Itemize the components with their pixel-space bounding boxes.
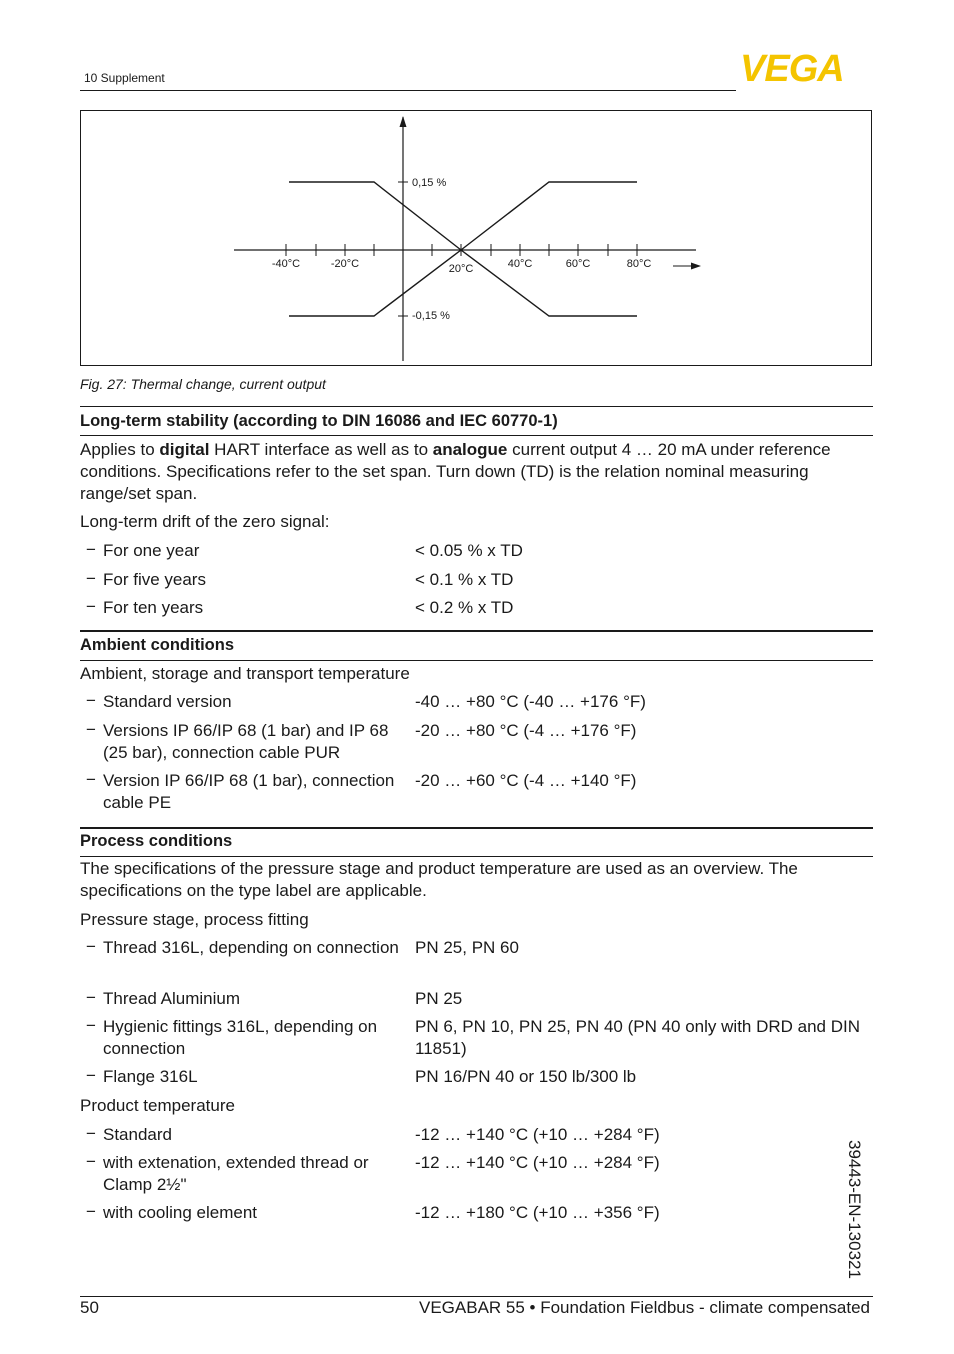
footer-divider xyxy=(80,1296,873,1297)
y-axis-arrow xyxy=(400,116,407,127)
row-value: -20 … +80 °C (-4 … +176 °F) xyxy=(415,721,637,740)
intro-run: digital xyxy=(159,440,210,459)
list-dash: − xyxy=(86,770,96,789)
list-dash: − xyxy=(86,988,96,1007)
intro-run: HART interface as well as to xyxy=(209,440,433,459)
vega-logo xyxy=(740,50,872,89)
x-label-minus20: -20°C xyxy=(330,258,360,270)
row-value: PN 6, PN 10, PN 25, PN 40 (PN 40 only with DRD and DIN 11851) xyxy=(415,1017,861,1058)
row-label: For one year xyxy=(103,541,200,560)
list-dash: − xyxy=(86,1152,96,1171)
row-value: PN 25, PN 60 xyxy=(415,938,519,957)
list-dash: − xyxy=(86,1202,96,1221)
list-dash: − xyxy=(86,597,96,616)
row-label: Versions IP 66/IP 68 (1 bar) and IP 68 (25 bar), connection cable PUR xyxy=(103,721,389,762)
section-rule xyxy=(80,435,873,436)
list-dash: − xyxy=(86,1016,96,1035)
row-label: Standard xyxy=(103,1125,172,1144)
ambient-sub: Ambient, storage and transport temperature xyxy=(80,664,410,683)
x-label-20: 20°C xyxy=(448,263,474,275)
section-rule xyxy=(80,827,873,829)
list-dash: − xyxy=(86,691,96,710)
row-label: with extenation, extended thread or Clamp 2½" xyxy=(103,1153,369,1194)
process-intro: The specifications of the pressure stage and product temperature are used as an overview. The specifications on the type label are applicable. xyxy=(80,859,798,900)
row-value: < 0.2 % x TD xyxy=(415,598,514,617)
list-dash: − xyxy=(86,937,96,956)
document-id: 39443-EN-130321 xyxy=(845,1140,864,1279)
lower-limit-curve xyxy=(289,182,637,316)
ambient-heading: Ambient conditions xyxy=(80,636,234,654)
row-value: -20 … +60 °C (-4 … +140 °F) xyxy=(415,771,637,790)
x-label-80: 80°C xyxy=(626,258,652,270)
row-label: Version IP 66/IP 68 (1 bar), connection cable PE xyxy=(103,771,395,812)
drift-label: Long-term drift of the zero signal: xyxy=(80,512,330,531)
row-value: PN 25 xyxy=(415,989,463,1008)
row-value: PN 16/PN 40 or 150 lb/300 lb xyxy=(415,1067,637,1086)
logo-text: VEGA xyxy=(740,50,844,84)
list-dash: − xyxy=(86,720,96,739)
row-value: -12 … +140 °C (+10 … +284 °F) xyxy=(415,1153,660,1172)
section-rule xyxy=(80,660,873,661)
section-rule xyxy=(80,630,873,632)
y-label-bottom: -0,15 % xyxy=(412,310,450,322)
x-label-60: 60°C xyxy=(565,258,591,270)
list-dash: − xyxy=(86,569,96,588)
thermal-change-diagram xyxy=(81,111,871,365)
stability-intro xyxy=(80,439,870,505)
row-label: with cooling element xyxy=(103,1203,258,1222)
row-value: < 0.1 % x TD xyxy=(415,570,514,589)
temp-label: Product temperature xyxy=(80,1096,235,1115)
document-title: VEGABAR 55 • Foundation Fieldbus - climate compensated xyxy=(418,1298,870,1317)
row-label: Thread Aluminium xyxy=(103,989,241,1008)
row-value: < 0.05 % x TD xyxy=(415,541,523,560)
intro-run: current output 4 … 20 mA under reference conditions. Specifications refer to the set span. Turn down (TD) is the relation nominal measuring range/set span. xyxy=(80,440,831,503)
pressure-label: Pressure stage, process fitting xyxy=(80,910,309,929)
y-label-top: 0,15 % xyxy=(412,177,447,189)
figure-caption: Fig. 27: Thermal change, current output xyxy=(80,376,326,392)
section-rule xyxy=(80,856,873,857)
row-label: Hygienic fittings 316L, depending on connection xyxy=(103,1017,378,1058)
row-value: -12 … +140 °C (+10 … +284 °F) xyxy=(415,1125,660,1144)
figure-frame xyxy=(80,110,872,366)
row-label: For ten years xyxy=(103,598,204,617)
process-heading: Process conditions xyxy=(80,832,233,850)
row-label: For five years xyxy=(103,570,206,589)
row-label: Flange 316L xyxy=(103,1067,198,1086)
list-dash: − xyxy=(86,1066,96,1085)
header-divider xyxy=(80,90,736,91)
intro-run: analogue xyxy=(432,440,508,459)
section-label: 10 Supplement xyxy=(84,71,165,85)
row-label: Thread 316L, depending on connection xyxy=(103,938,399,957)
row-value: -40 … +80 °C (-40 … +176 °F) xyxy=(415,692,646,711)
x-label-minus40: -40°C xyxy=(271,258,301,270)
page-number: 50 xyxy=(80,1298,99,1317)
row-label: Standard version xyxy=(103,692,232,711)
section-rule xyxy=(80,406,873,407)
x-label-40: 40°C xyxy=(507,258,533,270)
list-dash: − xyxy=(86,1124,96,1143)
row-value: -12 … +180 °C (+10 … +356 °F) xyxy=(415,1203,660,1222)
stability-heading: Long-term stability (according to DIN 16086 and IEC 60770-1) xyxy=(80,412,558,430)
intro-run: Applies to xyxy=(80,440,160,459)
list-dash: − xyxy=(86,540,96,559)
